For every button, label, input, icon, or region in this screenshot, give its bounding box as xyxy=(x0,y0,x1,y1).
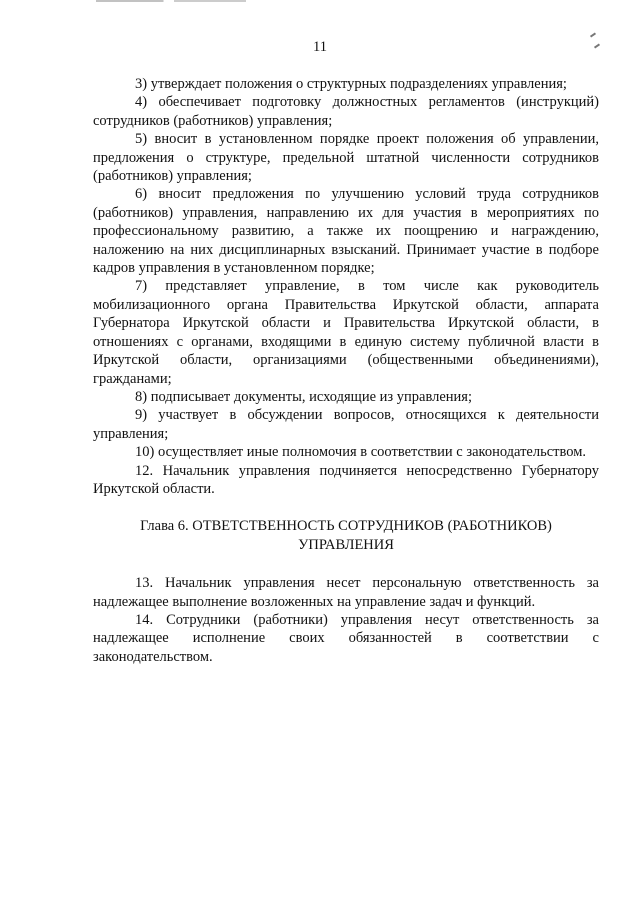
scan-artifact-top xyxy=(96,0,246,2)
list-item: 5) вносит в установленном порядке проект положения об управлении, предложения о структуре, предельной штатной численности сотрудников (работников) управления; xyxy=(93,131,599,185)
list-item: 4) обеспечивает подготовку должностных регламентов (инструкций) сотрудников (работников) управления; xyxy=(93,94,599,129)
chapter-title-line1: Глава 6. ОТВЕТСТВЕННОСТЬ СОТРУДНИКОВ (РАБОТНИКОВ) xyxy=(140,518,552,535)
page-number: 11 xyxy=(313,39,327,55)
clause-13: 13. Начальник управления несет персональную ответственность за надлежащее выполнение возложенных на управление задач и функций. xyxy=(93,575,599,610)
chapter-title-line2: УПРАВЛЕНИЯ xyxy=(298,536,394,553)
chapter-heading xyxy=(93,517,599,554)
scan-artifact-mark xyxy=(590,32,596,37)
list-item: 3) утверждает положения о структурных подразделениях управления; xyxy=(135,76,567,92)
clause-14: 14. Сотрудники (работники) управления несут ответственность за надлежащее исполнение своих обязанностей в соответствии с законодательством. xyxy=(93,611,599,665)
list-item: 7) представляет управление, в том числе как руководитель мобилизационного органа Правительства Иркутской области, аппарата Губернатора Иркутской области и Правительства Иркутской области, в отношениях с органами, входящими в единую систему публичной власти в Иркутской области, организациями (общественными объединениями), гражданами; xyxy=(93,278,599,387)
list-item: 6) вносит предложения по улучшению условий труда сотрудников (работников) управления, направлению их для участия в мероприятиях по профессиональному развитию, а также их поощрению и награждению, наложению на них дисциплинарных взысканий. Принимает участие в подборе кадров управления в установленном порядке; xyxy=(93,186,599,277)
list-item: 8) подписывает документы, исходящие из управления; xyxy=(135,388,473,405)
list-item: 10) осуществляет иные полномочия в соответствии с законодательством. xyxy=(135,444,587,461)
list-item: 9) участвует в обсуждении вопросов, относящихся к деятельности управления; xyxy=(93,407,599,442)
document-body xyxy=(93,75,599,666)
clause-12: 12. Начальник управления подчиняется непосредственно Губернатору Иркутской области. xyxy=(93,462,599,497)
